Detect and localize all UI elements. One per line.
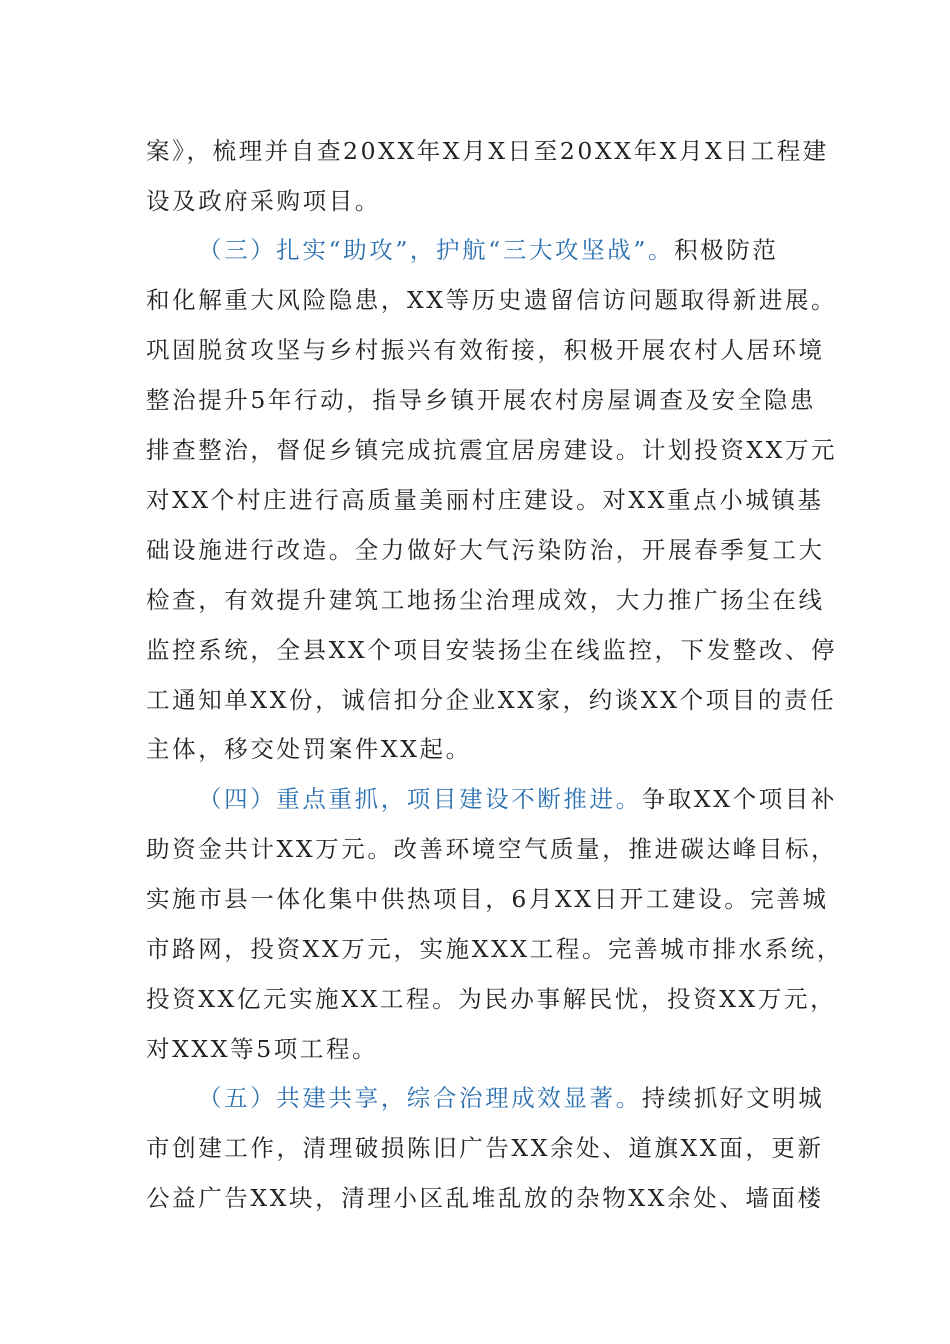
paragraph-line: 市路网，投资XX万元，实施XXX工程。完善城市排水系统， (146, 935, 843, 963)
paragraph-line: 和化解重大风险隐患，XX等历史遗留信访问题取得新进展。 (146, 286, 838, 314)
section-3-first-line (198, 230, 806, 270)
paragraph-line: 助资金共计XX万元。改善环境空气质量，推进碳达峰目标， (146, 835, 838, 863)
section-5-text: 持续抓好文明城 (641, 1084, 825, 1112)
section-5-first-line (198, 1078, 825, 1118)
paragraph-line: 设及政府采购项目。 (146, 187, 381, 215)
section-4-heading: （四）重点重抓，项目建设不断推进。 (198, 785, 642, 813)
paragraph-line: 案》，梳理并自查20XX年X月X日至20XX年X月X日工程建 (146, 137, 829, 165)
paragraph-line: 排查整治，督促乡镇完成抗震宜居房建设。计划投资XX万元 (146, 436, 838, 464)
paragraph-line: 市创建工作，清理破损陈旧广告XX余处、道旗XX面，更新 (146, 1134, 824, 1162)
paragraph-line: 监控系统，全县XX个项目安装扬尘在线监控，下发整改、停 (146, 636, 838, 664)
section-4-first-line (198, 779, 837, 819)
paragraph-line: 主体，移交处罚案件XX起。 (146, 735, 472, 763)
paragraph-line: 投资XX亿元实施XX工程。为民办事解民忧，投资XX万元， (146, 985, 837, 1013)
section-3-text: 积极防范 (674, 236, 779, 264)
paragraph-line: 对XX个村庄进行高质量美丽村庄建设。对XX重点小城镇基 (146, 486, 824, 514)
paragraph-line: 整治提升5年行动，指导乡镇开展农村房屋调查及安全隐患 (146, 386, 817, 414)
paragraph-line: 检查，有效提升建筑工地扬尘治理成效，大力推广扬尘在线 (146, 586, 825, 614)
paragraph-line: 础设施进行改造。全力做好大气污染防治，开展春季复工大 (146, 536, 825, 564)
paragraph-line: 巩固脱贫攻坚与乡村振兴有效衔接，积极开展农村人居环境 (146, 336, 825, 364)
section-3-heading: （三）扎实“助攻”，护航“三大攻坚战”。 (198, 236, 675, 264)
paragraph-line: 工通知单XX份，诚信扣分企业XX家，约谈XX个项目的责任 (146, 686, 837, 714)
section-5-heading: （五）共建共享，综合治理成效显著。 (198, 1084, 642, 1112)
paragraph-line: 实施市县一体化集中供热项目，6月XX日开工建设。完善城 (146, 885, 829, 913)
paragraph-line: 公益广告XX块，清理小区乱堆乱放的杂物XX余处、墙面楼 (146, 1184, 824, 1212)
paragraph-line: 对XXX等5项工程。 (146, 1035, 379, 1063)
section-4-text: 争取XX个项目补 (641, 785, 837, 813)
